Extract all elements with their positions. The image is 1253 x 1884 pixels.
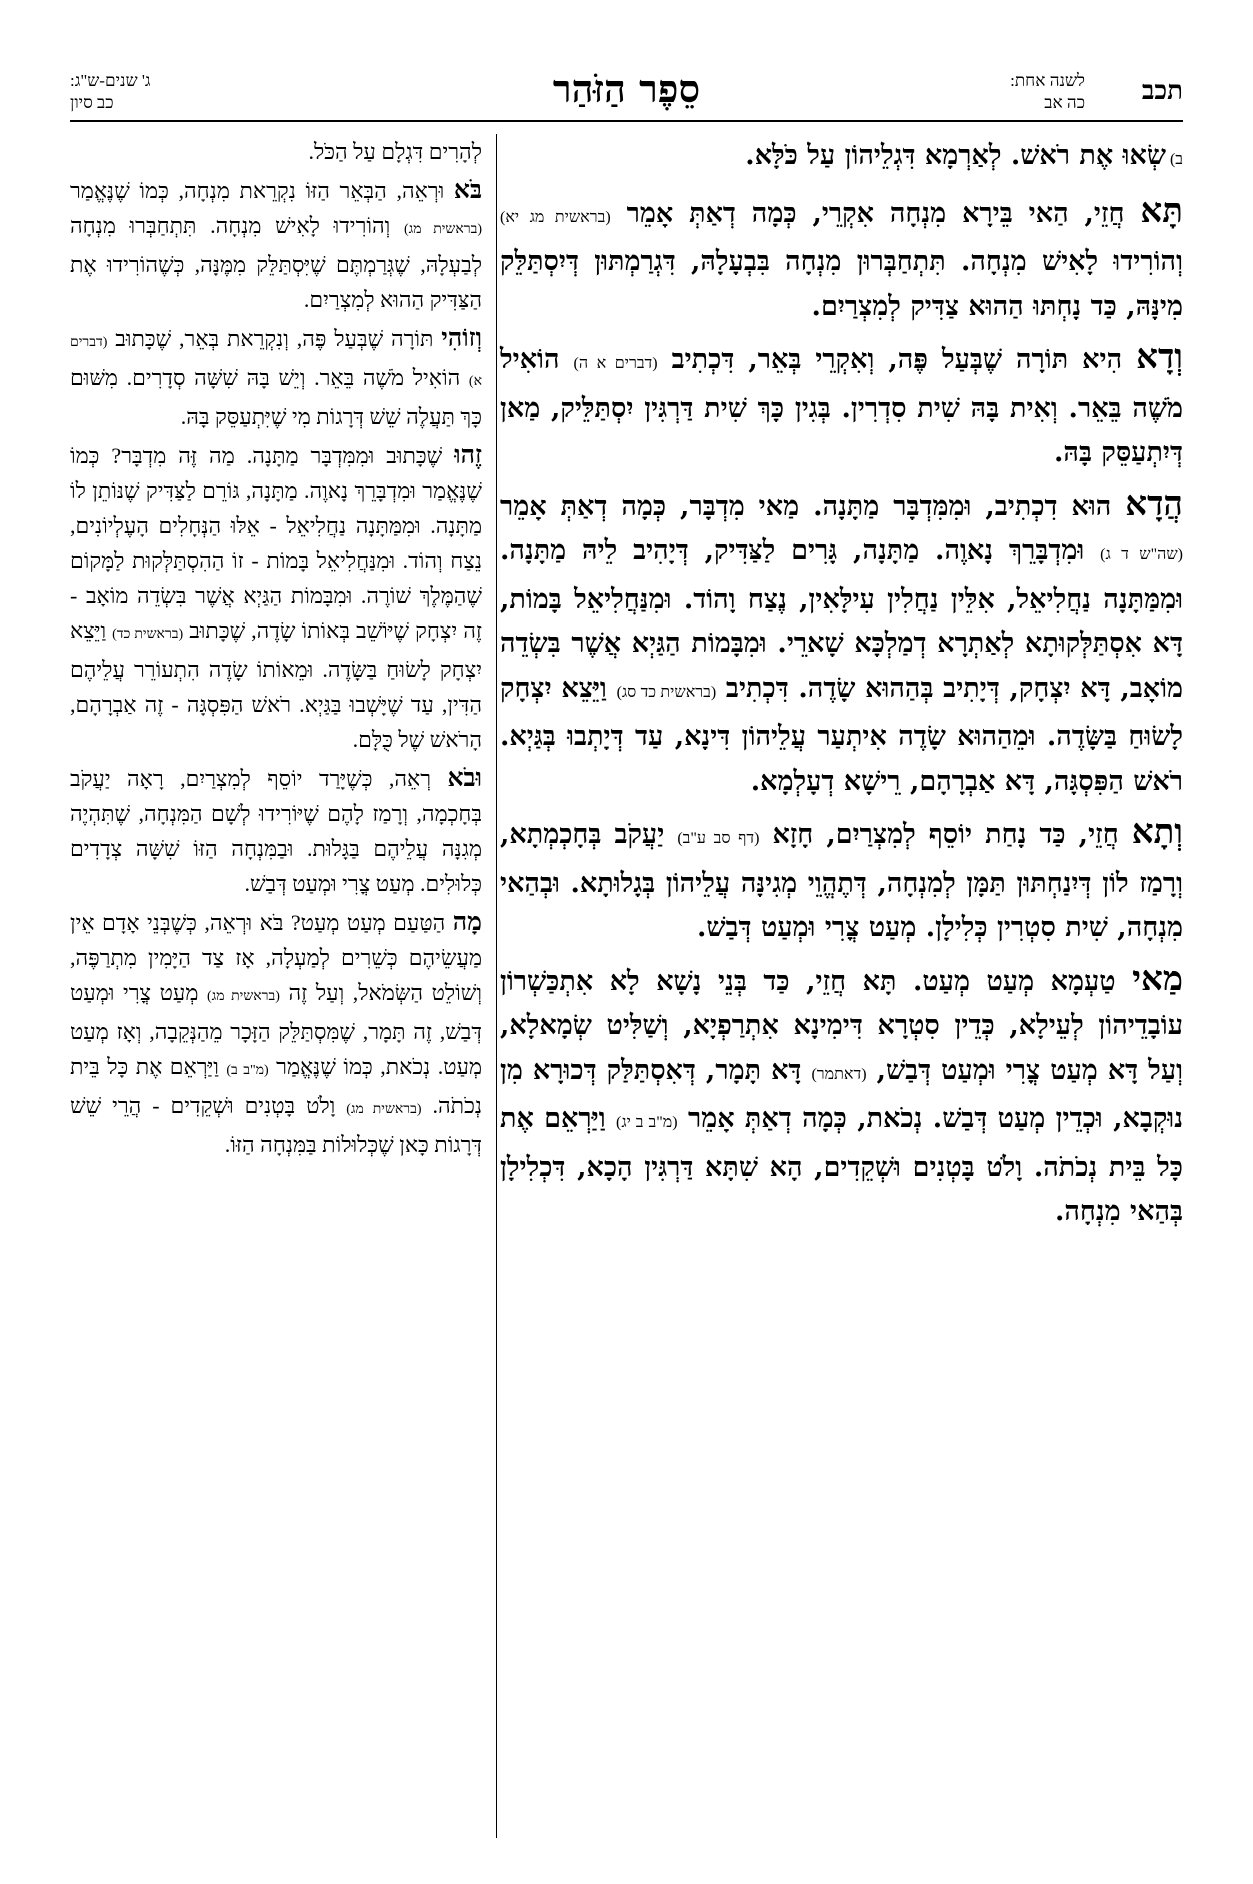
paragraph-text: וּרְאֵה, הַבְּאֵר הַזּוֹ נִקְרֵאת מִנְחָה, כְּמוֹ שֶׁנֶּאֱמַר [70, 178, 454, 203]
text-columns [70, 134, 1183, 1838]
paragraph-text: שְׂאוּ אֶת רֹאשׁ. לְאַרְמָא דִּגְלֵיהוֹן עַל כֹּלָּא. [745, 140, 1166, 171]
source-reference: (מ"ב ב) [226, 1063, 269, 1078]
paragraph-text: מְעַט צֳרִי וּמְעַט דְּבַשׁ, זֶה תָּמָר, שֶׁמִּסְתַּלֵּק הַזָּכָר מֵהַנְּקֵבָה, וְאָז מְעַט מְעַט. נְכֹאת, כְּמוֹ שֶׁנֶּאֱמַר [70, 980, 482, 1079]
paragraph-lead-word: זֶהוּ [454, 442, 482, 469]
paragraph-lead-word: וּבֹא [447, 765, 482, 792]
paragraph-text: הַטַּעַם מְעַט מְעַט? בֹּא וּרְאֵה, כְּשֶׁבְּנֵי אָדָם אֵין מַעֲשֵׂיהֶם כְּשֵׁרִים לְמַעְלָה, אָז צַד הַיָּמִין מִתְרַפֶּה, וְשׁוֹלֵט הַשְּׂמֹאל, וְעַל זֶה [70, 910, 482, 1005]
paragraph [70, 173, 482, 317]
paragraph-text: חֲזֵי, כַּד נָחַת יוֹסֵף לְמִצְרַיִם, חָזָא [759, 819, 1132, 850]
paragraph [70, 905, 482, 1162]
paragraph [500, 189, 1183, 330]
paragraph-lead-word: בֹּא [453, 177, 482, 204]
source-reference: (דברים א ה) [573, 355, 658, 372]
paragraph-text: וַיַּרְאֵם אֶת כָּל בֵּית נְכֹתֹה. [70, 1054, 483, 1118]
paragraph [500, 482, 1183, 805]
paragraph [70, 761, 482, 901]
source-reference: (בראשית כד) [112, 627, 184, 642]
paragraph-text: וַיֵּצֵא יִצְחָק לָשׂוּחַ בַּשָּׂדֶה. וּמֵאוֹתוֹ שָׂדֶה הִתְעוֹרֵר עֲלֵיהֶם הַדִּין, עַד שֶׁיָּשְׁבוּ בַּגַּיְא. רֹאשׁ הַפִּסְגָּה - זֶה אַבְרָהָם, הָרֹאשׁ שֶׁל כֻּלָּם. [70, 618, 482, 752]
paragraph-lead-word: מַאי [1132, 958, 1183, 999]
paragraph [500, 335, 1183, 476]
source-reference: (בראשית מג) [403, 222, 482, 237]
paragraph-text: רְאֵה, כְּשֶׁיָּרַד יוֹסֵף לְמִצְרַיִם, רָאָה יַעֲקֹב בְּחָכְמָה, וְרָמַז לָהֶם שֶׁיּוֹרִידוּ לְשָׁם הַמִּנְחָה, שֶׁתִּהְיֶה מְגִנָּה עֲלֵיהֶם בַּגָּלוּת. וּבַמִּנְחָה הַזּוֹ שִׁשָּׁה צְדָדִים כְּלוּלִים. מְעַט צֳרִי וּמְעַט דְּבַשׁ. [70, 766, 482, 896]
paragraph-text: תּוֹרָה שֶׁבְּעַל פֶּה, וְנִקְרֵאת בְּאֵר, שֶׁכָּתוּב [107, 326, 442, 351]
page [70, 68, 1183, 1838]
paragraph-lead-word: הֲדָא [1125, 483, 1183, 524]
paragraph [500, 810, 1183, 951]
paragraph-lead-word: וְתָא [1131, 812, 1183, 852]
paragraph-text: וָלֹט בָּטְנִים וּשְׁקֵדִים - הֲרֵי שֵׁשׁ דְּרָגוֹת כָּאן שֶׁכְּלוּלוֹת בַּמִּנְחָה הַזּוֹ. [70, 1093, 482, 1157]
hebrew-translation-column [70, 134, 482, 1166]
paragraph [500, 134, 1183, 183]
paragraph [500, 957, 1183, 1235]
paragraph [70, 134, 482, 169]
page-header [70, 68, 1183, 122]
paragraph-text: טַעְמָא מְעַט מְעַט. תָּא חֲזֵי, כַּד בְּנֵי נָשָׁא לָא אִתְכַּשְׁרוֹן עוֹבָדֵיהוֹן לְעֵילָא, כְּדֵין סִטְרָא דִּימִינָא אִתְרַפְיָא, וְשַׁלִּיט שְׂמָאלָא, וְעַל דָּא מְעַט צֳרִי וּמְעַט דְּבַשׁ, [500, 965, 1184, 1086]
paragraph [70, 321, 482, 434]
schedule-date: כב סיון [70, 93, 114, 112]
paragraph-text: חֲזֵי, הַאי בֵּירָא מִנְחָה אִקְרֵי, כְּמָה דְאַתְּ אָמֵר [610, 197, 1141, 229]
aramaic-text-column [500, 134, 1183, 1241]
paragraph-lead-word: תָּא [1140, 190, 1183, 231]
reading-schedule-three-years [70, 70, 151, 114]
book-title: סֵפֶר הַזֹּהַר [552, 66, 701, 111]
paragraph-text: שֶׁכָּתוּב וּמִמִּדְבָּר מַתָּנָה. מַה זֶּה מִדְבָּר? כְּמוֹ שֶׁנֶּאֱמַר וּמִדְבָּרֵךְ נָאוֶה. מַתָּנָה, גּוֹרֵם לַצַּדִּיק שֶׁנּוֹתֵן לוֹ מַתָּנָה. וּמִמַּתָּנָה נַחֲלִיאֵל - אֵלּוּ הַנְּחָלִים הָעֶלְיוֹנִים, נֵצַח וְהוֹד. וּמִנַּחֲלִיאֵל בָּמוֹת - זוֹ הַהִסְתַּלְּקוּת לַמָּקוֹם שֶׁהַמֶּלֶךְ שׁוֹרֶה. וּמִבָּמוֹת הַגַּיְא אֲשֶׁר בִּשְׂדֵה מוֹאָב - זֶה יִצְחָק שֶׁיּוֹשֵׁב בְּאוֹתוֹ שָׂדֶה, שֶׁכָּתוּב [70, 443, 483, 643]
schedule-label: לשנה אחת: [1010, 71, 1085, 90]
page-number: תכב [1141, 76, 1183, 106]
source-reference: (בראשית מג) [346, 1102, 422, 1117]
schedule-date: כה אב [1044, 93, 1085, 112]
paragraph-text: הִיא תּוֹרָה שֶׁבְּעַל פֶּה, וְאִקְרֵי בְּאֵר, דִּכְתִיב [657, 344, 1137, 375]
source-reference: (דברים א) [70, 335, 482, 389]
source-reference: (בראשית כד סג) [616, 683, 717, 701]
source-reference: (בראשית מג) [206, 989, 280, 1004]
paragraph-lead-word: וְזוֹהִי [441, 325, 482, 352]
paragraph-text: הוֹאִיל מֹשֶׁה בֵּאֵר. וְאִית בָּהּ שִׁית סִדְרִין. בְּגִין כָּךְ שִׁית דַּרְגִּין יִסְתַּלֵּיק, מַאן דְּיִתְעַסֵּק בָּהּ. [500, 344, 1183, 468]
source-reference: (שה"ש ד ג) [1100, 546, 1183, 563]
source-reference: (בראשית מג יא) [500, 208, 611, 226]
paragraph-lead-word: וְדָא [1136, 337, 1184, 377]
paragraph-text: וַיַּרְאֵם אֶת כָּל בֵּית נְכֹתֹה. וָלֹט בָּטְנִים וּשְׁקֵדִים, הָא שִׁתָּא דַּרְגִּין הָכָא, דִּכְלִילָן בְּהַאי מִנְחָה. [500, 1103, 1183, 1227]
column-divider [496, 134, 497, 1838]
paragraph-text: הוּא דִכְתִיב, וּמִמִּדְבָּר מַתָּנָה. מַאי מִדְבָּר, כְּמָה דְאַתְּ אָמֵר [500, 490, 1126, 522]
schedule-label: ג' שנים-ש"ג: [70, 71, 151, 90]
paragraph-text: דָּא תָּמָר, דְּאִסְתַּלַּק דְּכוּרָא מִן נוּקְבָא, וּכְדֵין מְעַט דְּבַשׁ. נְכֹאת, כְּמָה דְאַתְּ אָמֵר [500, 1054, 1183, 1134]
paragraph-text: וְהוֹרִידוּ לָאִישׁ מִנְחָה. תִּתְחַבְּרוּן מִנְחָה בִּבְעָלָהּ, דִּגְרַמְתּוּן דְּיִסְתַּלֵּק מִינָּהּ, כַּד נָחְתּוּ הַהוּא צַדִּיק לְמִצְרַיִם. [500, 246, 1183, 322]
paragraph-text: לְהָרִים דִּגְלָם עַל הַכֹּל. [308, 139, 482, 164]
source-reference: (דאתמר) [811, 1065, 867, 1083]
paragraph-text: הוֹאִיל מֹשֶׁה בֵּאֵר. וְיֵשׁ בָּהּ שִׁשָּׁה סְדָרִים. מִשּׁוּם כָּךְ תַּעֲלֶה שֵׁשׁ דְּרָגוֹת מִי שֶׁיִּתְעַסֵּק בָּהּ. [70, 365, 482, 429]
source-reference: ב) [1165, 151, 1183, 168]
paragraph-text: וּמִדְבָּרֵךְ נָאוֶה. מַתָּנָה, גָּרִים לַצַּדִּיק, דְּיָהִיב לֵיהּ מַתָּנָה. וּמִמַּתָּנָה נַחֲלִיאֵל, אִלֵּין נַחֲלִין עִילָּאִין, נֶצַח וָהוֹד. וּמִנַּחֲלִיאֵל בָּמוֹת, דָּא אִסְתַּלְּקוּתָא לְאַתְרָא דְמַלְכָּא שָׁארֵי. וּמִבָּמוֹת הַגַּיְא אֲשֶׁר בִּשְׂדֵה מוֹאָב, דָּא יִצְחָק, דְּיָתִיב בְּהַהוּא שָׂדֶה. דִּכְתִיב [500, 535, 1183, 704]
source-reference: (מ"ב ב יג) [616, 1114, 678, 1131]
paragraph-text: וְהוֹרִידוּ לָאִישׁ מִנְחָה. תִּתְחַבְּרוּ מִנְחָה לְבַעְלָהּ, שֶׁגְּרַמְתֶּם שֶׁיִּסְתַּלֵּק מִמֶּנָּה, כְּשֶׁהוֹרִידוּ אֶת הַצַּדִּיק הַהוּא לְמִצְרַיִם. [70, 213, 482, 312]
paragraph-text: וַיֵּצֵא יִצְחָק לָשׂוּחַ בַּשָּׂדֶה. וּמֵהַהוּא שָׂדֶה אִיתְעַר עֲלֵיהוֹן דִּינָא, עַד דְּיָתְבוּ בְּגַּיְא. רֹאשׁ הַפִּסְגָּה, דָּא אַבְרָהָם, רֵישָׁא דְעָלְמָא. [500, 672, 1183, 797]
paragraph-lead-word: מָה [452, 909, 482, 936]
paragraph [70, 438, 482, 757]
source-reference: (דף סב ע"ב) [677, 830, 760, 847]
paragraph-text: יַעֲקֹב בְּחָכְמְתָא, וְרָמַז לוֹן דְּיִנַחְתּוּן תַּמָּן לְמִנְחָה, דְּתֶהֱוֵי מְגִינָּה עֲלֵיהוֹן בְּגָלוּתָא. וּבְהַאי מִנְחָה, שִׁית סִטְרִין כְּלִילָן. מְעַט צֳרִי וּמְעַט דְּבַשׁ. [500, 819, 1183, 943]
